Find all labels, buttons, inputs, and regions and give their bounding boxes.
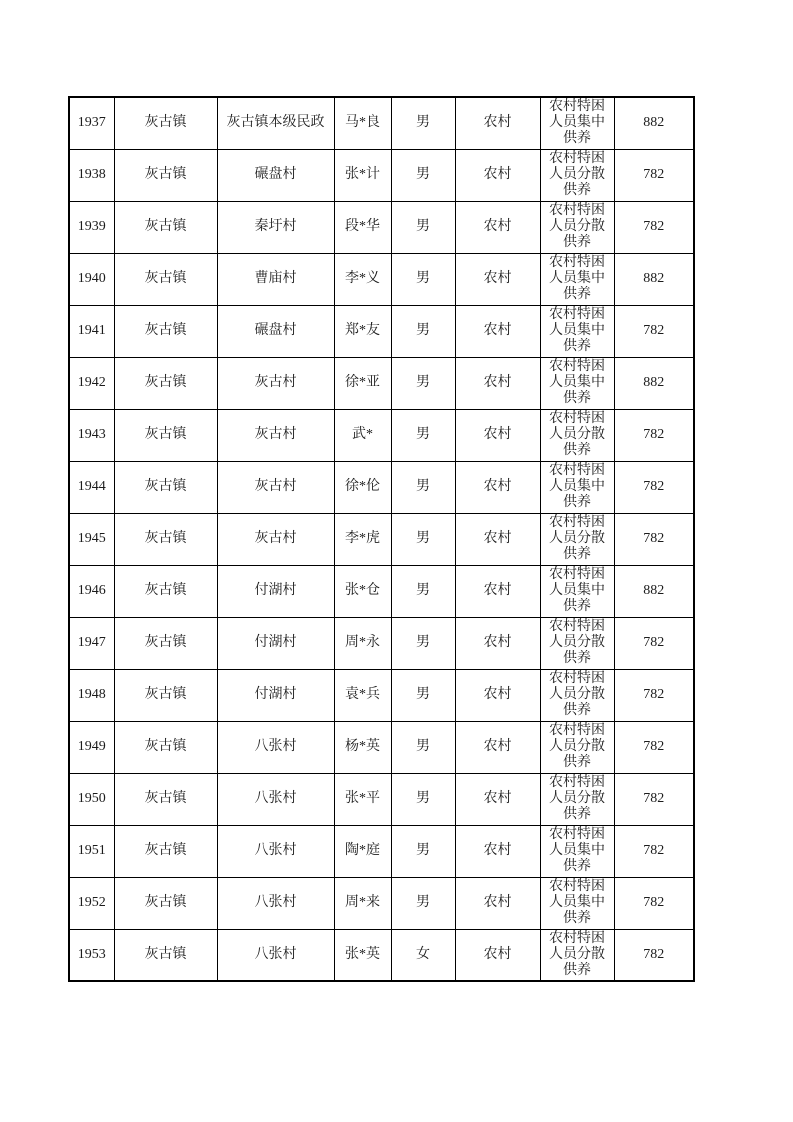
name-cell: 武* bbox=[334, 409, 391, 461]
name-cell: 李*义 bbox=[334, 253, 391, 305]
name-cell: 袁*兵 bbox=[334, 669, 391, 721]
assistance-category-cell: 农村特困人员分散供养 bbox=[540, 773, 614, 825]
serial-number-cell: 1938 bbox=[69, 149, 114, 201]
name-cell: 徐*亚 bbox=[334, 357, 391, 409]
table-row bbox=[69, 357, 694, 409]
serial-number-cell: 1953 bbox=[69, 929, 114, 981]
village-or-unit-cell: 八张村 bbox=[217, 721, 334, 773]
amount-cell: 782 bbox=[614, 929, 694, 981]
table-row bbox=[69, 929, 694, 981]
table-row bbox=[69, 253, 694, 305]
serial-number-cell: 1950 bbox=[69, 773, 114, 825]
household-type-cell: 农村 bbox=[455, 513, 540, 565]
gender-cell: 男 bbox=[391, 97, 455, 149]
household-type-cell: 农村 bbox=[455, 357, 540, 409]
amount-cell: 782 bbox=[614, 669, 694, 721]
name-cell: 周*永 bbox=[334, 617, 391, 669]
name-cell: 李*虎 bbox=[334, 513, 391, 565]
amount-cell: 882 bbox=[614, 357, 694, 409]
village-or-unit-cell: 付湖村 bbox=[217, 669, 334, 721]
township-cell: 灰古镇 bbox=[114, 357, 217, 409]
serial-number-cell: 1947 bbox=[69, 617, 114, 669]
gender-cell: 男 bbox=[391, 201, 455, 253]
amount-cell: 782 bbox=[614, 305, 694, 357]
gender-cell: 男 bbox=[391, 305, 455, 357]
name-cell: 周*来 bbox=[334, 877, 391, 929]
serial-number-cell: 1944 bbox=[69, 461, 114, 513]
amount-cell: 782 bbox=[614, 409, 694, 461]
assistance-category-cell: 农村特困人员分散供养 bbox=[540, 617, 614, 669]
village-or-unit-cell: 灰古村 bbox=[217, 461, 334, 513]
village-or-unit-cell: 付湖村 bbox=[217, 617, 334, 669]
township-cell: 灰古镇 bbox=[114, 565, 217, 617]
amount-cell: 782 bbox=[614, 877, 694, 929]
township-cell: 灰古镇 bbox=[114, 877, 217, 929]
township-cell: 灰古镇 bbox=[114, 461, 217, 513]
assistance-category-cell: 农村特困人员集中供养 bbox=[540, 565, 614, 617]
assistance-category-cell: 农村特困人员集中供养 bbox=[540, 305, 614, 357]
serial-number-cell: 1948 bbox=[69, 669, 114, 721]
assistance-category-cell: 农村特困人员分散供养 bbox=[540, 721, 614, 773]
gender-cell: 男 bbox=[391, 253, 455, 305]
table-row bbox=[69, 669, 694, 721]
gender-cell: 男 bbox=[391, 149, 455, 201]
amount-cell: 782 bbox=[614, 721, 694, 773]
name-cell: 张*英 bbox=[334, 929, 391, 981]
amount-cell: 782 bbox=[614, 461, 694, 513]
gender-cell: 男 bbox=[391, 461, 455, 513]
township-cell: 灰古镇 bbox=[114, 201, 217, 253]
name-cell: 陶*庭 bbox=[334, 825, 391, 877]
table-row bbox=[69, 149, 694, 201]
table-row bbox=[69, 825, 694, 877]
serial-number-cell: 1946 bbox=[69, 565, 114, 617]
gender-cell: 男 bbox=[391, 825, 455, 877]
village-or-unit-cell: 灰古村 bbox=[217, 513, 334, 565]
village-or-unit-cell: 碾盘村 bbox=[217, 149, 334, 201]
township-cell: 灰古镇 bbox=[114, 825, 217, 877]
serial-number-cell: 1939 bbox=[69, 201, 114, 253]
village-or-unit-cell: 八张村 bbox=[217, 825, 334, 877]
village-or-unit-cell: 八张村 bbox=[217, 929, 334, 981]
household-type-cell: 农村 bbox=[455, 877, 540, 929]
assistance-category-cell: 农村特困人员分散供养 bbox=[540, 513, 614, 565]
serial-number-cell: 1951 bbox=[69, 825, 114, 877]
name-cell: 张*平 bbox=[334, 773, 391, 825]
assistance-category-cell: 农村特困人员集中供养 bbox=[540, 357, 614, 409]
township-cell: 灰古镇 bbox=[114, 253, 217, 305]
table-row bbox=[69, 305, 694, 357]
table-row bbox=[69, 721, 694, 773]
household-type-cell: 农村 bbox=[455, 149, 540, 201]
benefit-table bbox=[68, 96, 695, 982]
village-or-unit-cell: 付湖村 bbox=[217, 565, 334, 617]
table-body bbox=[69, 97, 694, 981]
village-or-unit-cell: 八张村 bbox=[217, 773, 334, 825]
serial-number-cell: 1945 bbox=[69, 513, 114, 565]
amount-cell: 882 bbox=[614, 97, 694, 149]
assistance-category-cell: 农村特困人员分散供养 bbox=[540, 149, 614, 201]
amount-cell: 782 bbox=[614, 201, 694, 253]
serial-number-cell: 1940 bbox=[69, 253, 114, 305]
township-cell: 灰古镇 bbox=[114, 97, 217, 149]
amount-cell: 782 bbox=[614, 149, 694, 201]
assistance-category-cell: 农村特困人员集中供养 bbox=[540, 877, 614, 929]
household-type-cell: 农村 bbox=[455, 565, 540, 617]
household-type-cell: 农村 bbox=[455, 617, 540, 669]
gender-cell: 男 bbox=[391, 721, 455, 773]
serial-number-cell: 1943 bbox=[69, 409, 114, 461]
household-type-cell: 农村 bbox=[455, 825, 540, 877]
assistance-category-cell: 农村特困人员集中供养 bbox=[540, 97, 614, 149]
gender-cell: 男 bbox=[391, 513, 455, 565]
gender-cell: 男 bbox=[391, 409, 455, 461]
assistance-category-cell: 农村特困人员分散供养 bbox=[540, 929, 614, 981]
household-type-cell: 农村 bbox=[455, 409, 540, 461]
assistance-category-cell: 农村特困人员集中供养 bbox=[540, 253, 614, 305]
village-or-unit-cell: 灰古村 bbox=[217, 357, 334, 409]
assistance-category-cell: 农村特困人员分散供养 bbox=[540, 409, 614, 461]
serial-number-cell: 1942 bbox=[69, 357, 114, 409]
village-or-unit-cell: 灰古村 bbox=[217, 409, 334, 461]
table-row bbox=[69, 773, 694, 825]
table-row bbox=[69, 201, 694, 253]
household-type-cell: 农村 bbox=[455, 201, 540, 253]
amount-cell: 882 bbox=[614, 565, 694, 617]
household-type-cell: 农村 bbox=[455, 721, 540, 773]
table-row bbox=[69, 617, 694, 669]
township-cell: 灰古镇 bbox=[114, 513, 217, 565]
township-cell: 灰古镇 bbox=[114, 669, 217, 721]
village-or-unit-cell: 八张村 bbox=[217, 877, 334, 929]
gender-cell: 女 bbox=[391, 929, 455, 981]
household-type-cell: 农村 bbox=[455, 929, 540, 981]
gender-cell: 男 bbox=[391, 357, 455, 409]
table-row bbox=[69, 409, 694, 461]
township-cell: 灰古镇 bbox=[114, 617, 217, 669]
amount-cell: 882 bbox=[614, 253, 694, 305]
name-cell: 马*良 bbox=[334, 97, 391, 149]
assistance-category-cell: 农村特困人员分散供养 bbox=[540, 669, 614, 721]
table-row bbox=[69, 565, 694, 617]
assistance-category-cell: 农村特困人员分散供养 bbox=[540, 201, 614, 253]
village-or-unit-cell: 曹庙村 bbox=[217, 253, 334, 305]
village-or-unit-cell: 秦圩村 bbox=[217, 201, 334, 253]
gender-cell: 男 bbox=[391, 617, 455, 669]
household-type-cell: 农村 bbox=[455, 305, 540, 357]
township-cell: 灰古镇 bbox=[114, 721, 217, 773]
gender-cell: 男 bbox=[391, 773, 455, 825]
table-row bbox=[69, 97, 694, 149]
township-cell: 灰古镇 bbox=[114, 305, 217, 357]
name-cell: 段*华 bbox=[334, 201, 391, 253]
amount-cell: 782 bbox=[614, 773, 694, 825]
township-cell: 灰古镇 bbox=[114, 409, 217, 461]
amount-cell: 782 bbox=[614, 825, 694, 877]
table-row bbox=[69, 461, 694, 513]
name-cell: 郑*友 bbox=[334, 305, 391, 357]
serial-number-cell: 1941 bbox=[69, 305, 114, 357]
table-row bbox=[69, 513, 694, 565]
household-type-cell: 农村 bbox=[455, 669, 540, 721]
household-type-cell: 农村 bbox=[455, 773, 540, 825]
township-cell: 灰古镇 bbox=[114, 773, 217, 825]
serial-number-cell: 1937 bbox=[69, 97, 114, 149]
name-cell: 张*仓 bbox=[334, 565, 391, 617]
name-cell: 杨*英 bbox=[334, 721, 391, 773]
amount-cell: 782 bbox=[614, 513, 694, 565]
name-cell: 张*计 bbox=[334, 149, 391, 201]
name-cell: 徐*伦 bbox=[334, 461, 391, 513]
assistance-category-cell: 农村特困人员集中供养 bbox=[540, 461, 614, 513]
township-cell: 灰古镇 bbox=[114, 149, 217, 201]
serial-number-cell: 1952 bbox=[69, 877, 114, 929]
household-type-cell: 农村 bbox=[455, 253, 540, 305]
gender-cell: 男 bbox=[391, 669, 455, 721]
village-or-unit-cell: 碾盘村 bbox=[217, 305, 334, 357]
township-cell: 灰古镇 bbox=[114, 929, 217, 981]
village-or-unit-cell: 灰古镇本级民政 bbox=[217, 97, 334, 149]
household-type-cell: 农村 bbox=[455, 461, 540, 513]
gender-cell: 男 bbox=[391, 565, 455, 617]
serial-number-cell: 1949 bbox=[69, 721, 114, 773]
gender-cell: 男 bbox=[391, 877, 455, 929]
assistance-category-cell: 农村特困人员集中供养 bbox=[540, 825, 614, 877]
table-row bbox=[69, 877, 694, 929]
amount-cell: 782 bbox=[614, 617, 694, 669]
household-type-cell: 农村 bbox=[455, 97, 540, 149]
